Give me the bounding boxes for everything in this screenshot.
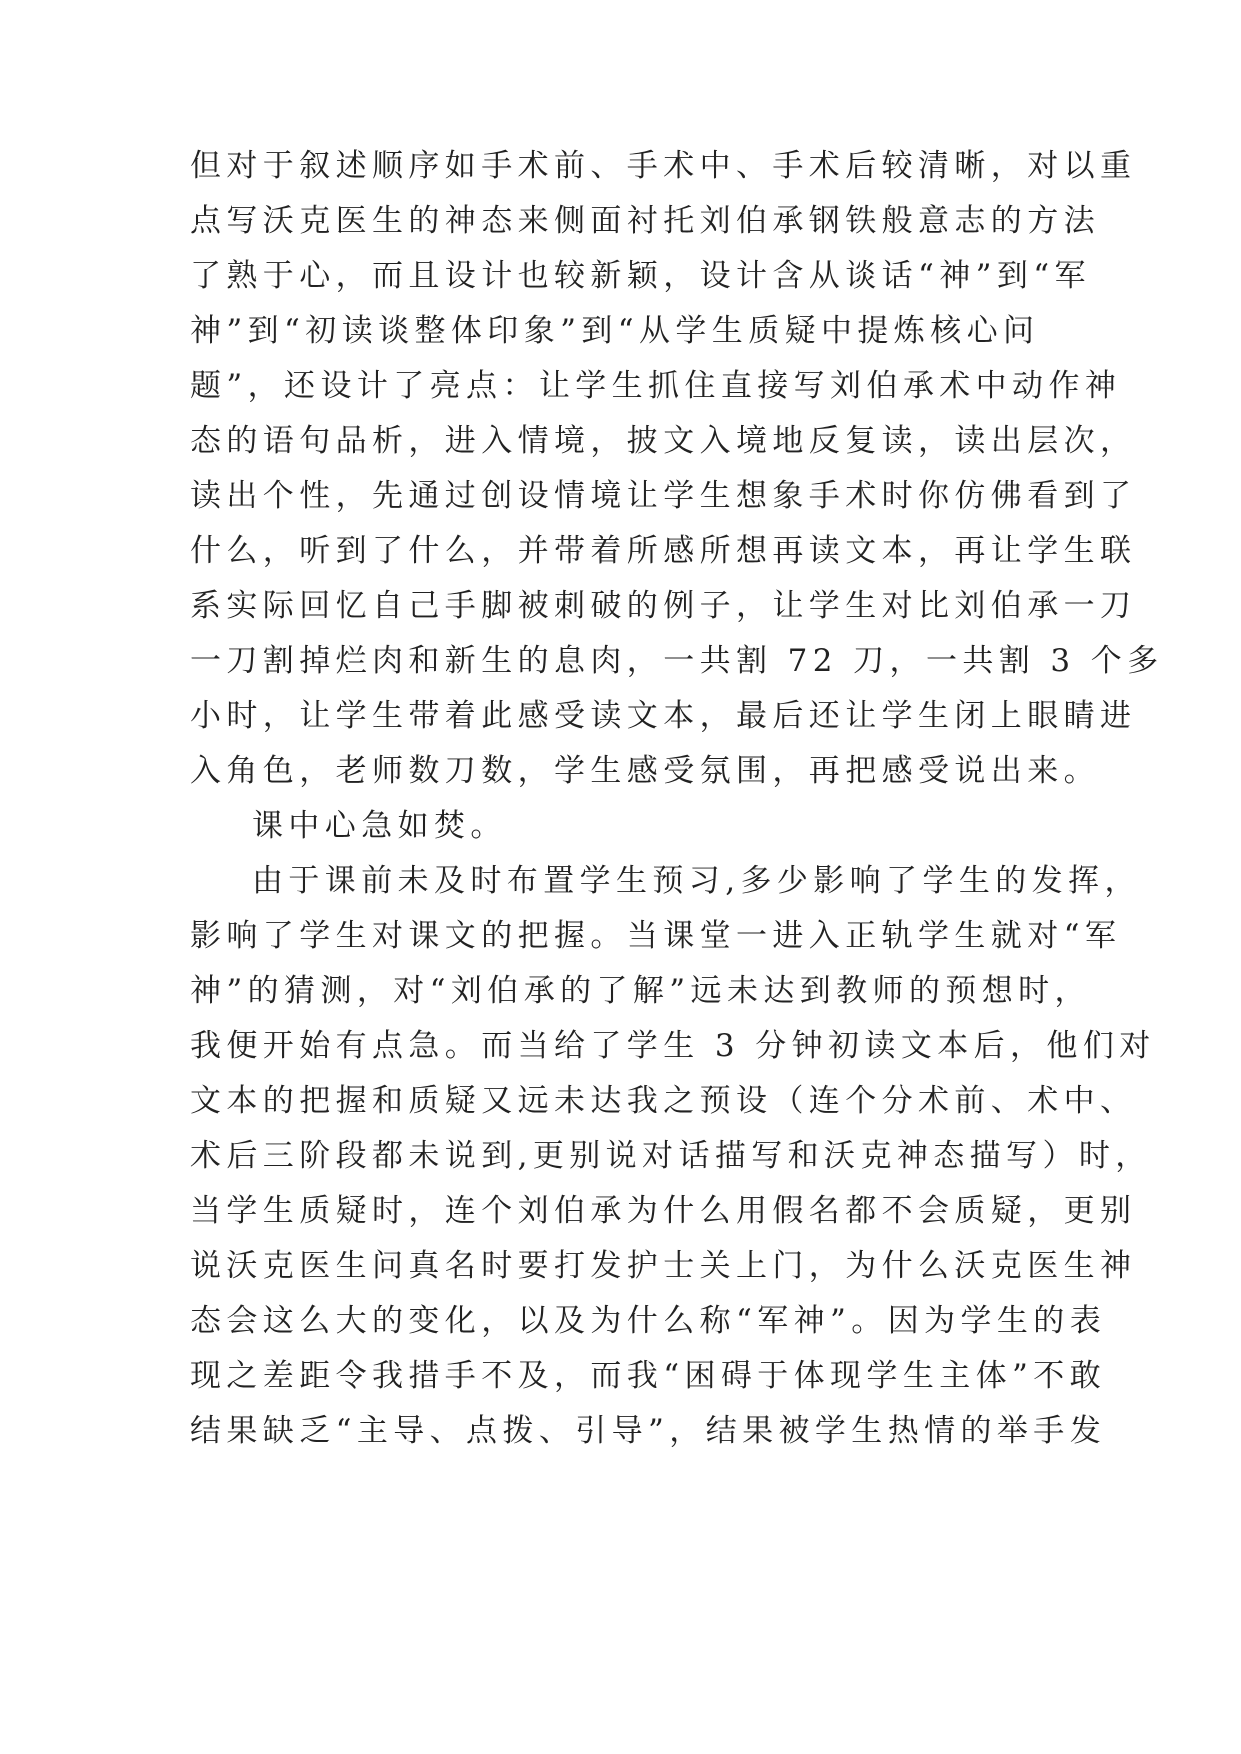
text-line-18: 文本的把握和质疑又远未达我之预设（连个分术前、术中、	[190, 1083, 1137, 1119]
text-line-6: 态的语句品析，进入情境，披文入境地反复读，读出层次，	[190, 423, 1137, 459]
text-line-21: 说沃克医生问真名时要打发护士关上门，为什么沃克医生神	[190, 1248, 1137, 1284]
text-line-2: 点写沃克医生的神态来侧面衬托刘伯承钢铁般意志的方法	[190, 203, 1100, 239]
text-line-16: 神”的猜测，对“刘伯承的了解”远未达到教师的预想时，	[190, 973, 1091, 1009]
text-line-14: 由于课前未及时布置学生预习,多少影响了学生的发挥，	[252, 863, 1141, 899]
text-line-5: 题”，还设计了亮点：让学生抓住直接写刘伯承术中动作神	[190, 368, 1122, 404]
text-line-3: 了熟于心，而且设计也较新颖，设计含从谈话“神”到“军	[190, 258, 1091, 294]
text-line-23: 现之差距令我措手不及，而我“困碍于体现学生主体”不敢	[190, 1358, 1107, 1394]
text-line-24: 结果缺乏“主导、点拨、引导”，结果被学生热情的举手发	[190, 1413, 1107, 1449]
paragraph-heading-line: 课中心急如焚。	[252, 808, 507, 844]
text-line-4: 神”到“初读谈整体印象”到“从学生质疑中提炼核心问	[190, 313, 1040, 349]
text-line-20: 当学生质疑时，连个刘伯承为什么用假名都不会质疑，更别	[190, 1193, 1137, 1229]
text-line-15: 影响了学生对课文的把握。当课堂一进入正轨学生就对“军	[190, 918, 1122, 954]
text-line-11: 小时，让学生带着此感受读文本，最后还让学生闭上眼睛进	[190, 698, 1137, 734]
text-line-7: 读出个性，先通过创设情境让学生想象手术时你仿佛看到了	[190, 478, 1137, 514]
text-line-10: 一刀割掉烂肉和新生的息肉，一共割 72 刀，一共割 3 个多	[190, 643, 1164, 679]
text-line-8: 什么，听到了什么，并带着所感所想再读文本，再让学生联	[190, 533, 1137, 569]
text-line-22: 态会这么大的变化，以及为什么称“军神”。因为学生的表	[190, 1303, 1107, 1339]
text-line-12: 入角色，老师数刀数，学生感受氛围，再把感受说出来。	[190, 753, 1100, 789]
text-line-9: 系实际回忆自己手脚被刺破的例子，让学生对比刘伯承一刀	[190, 588, 1137, 624]
text-line-17: 我便开始有点急。而当给了学生 3 分钟初读文本后，他们对	[190, 1028, 1156, 1064]
text-line-1: 但对于叙述顺序如手术前、手术中、手术后较清晰，对以重	[190, 148, 1137, 184]
text-line-19: 术后三阶段都未说到,更别说对话描写和沃克神态描写）时，	[190, 1138, 1152, 1174]
